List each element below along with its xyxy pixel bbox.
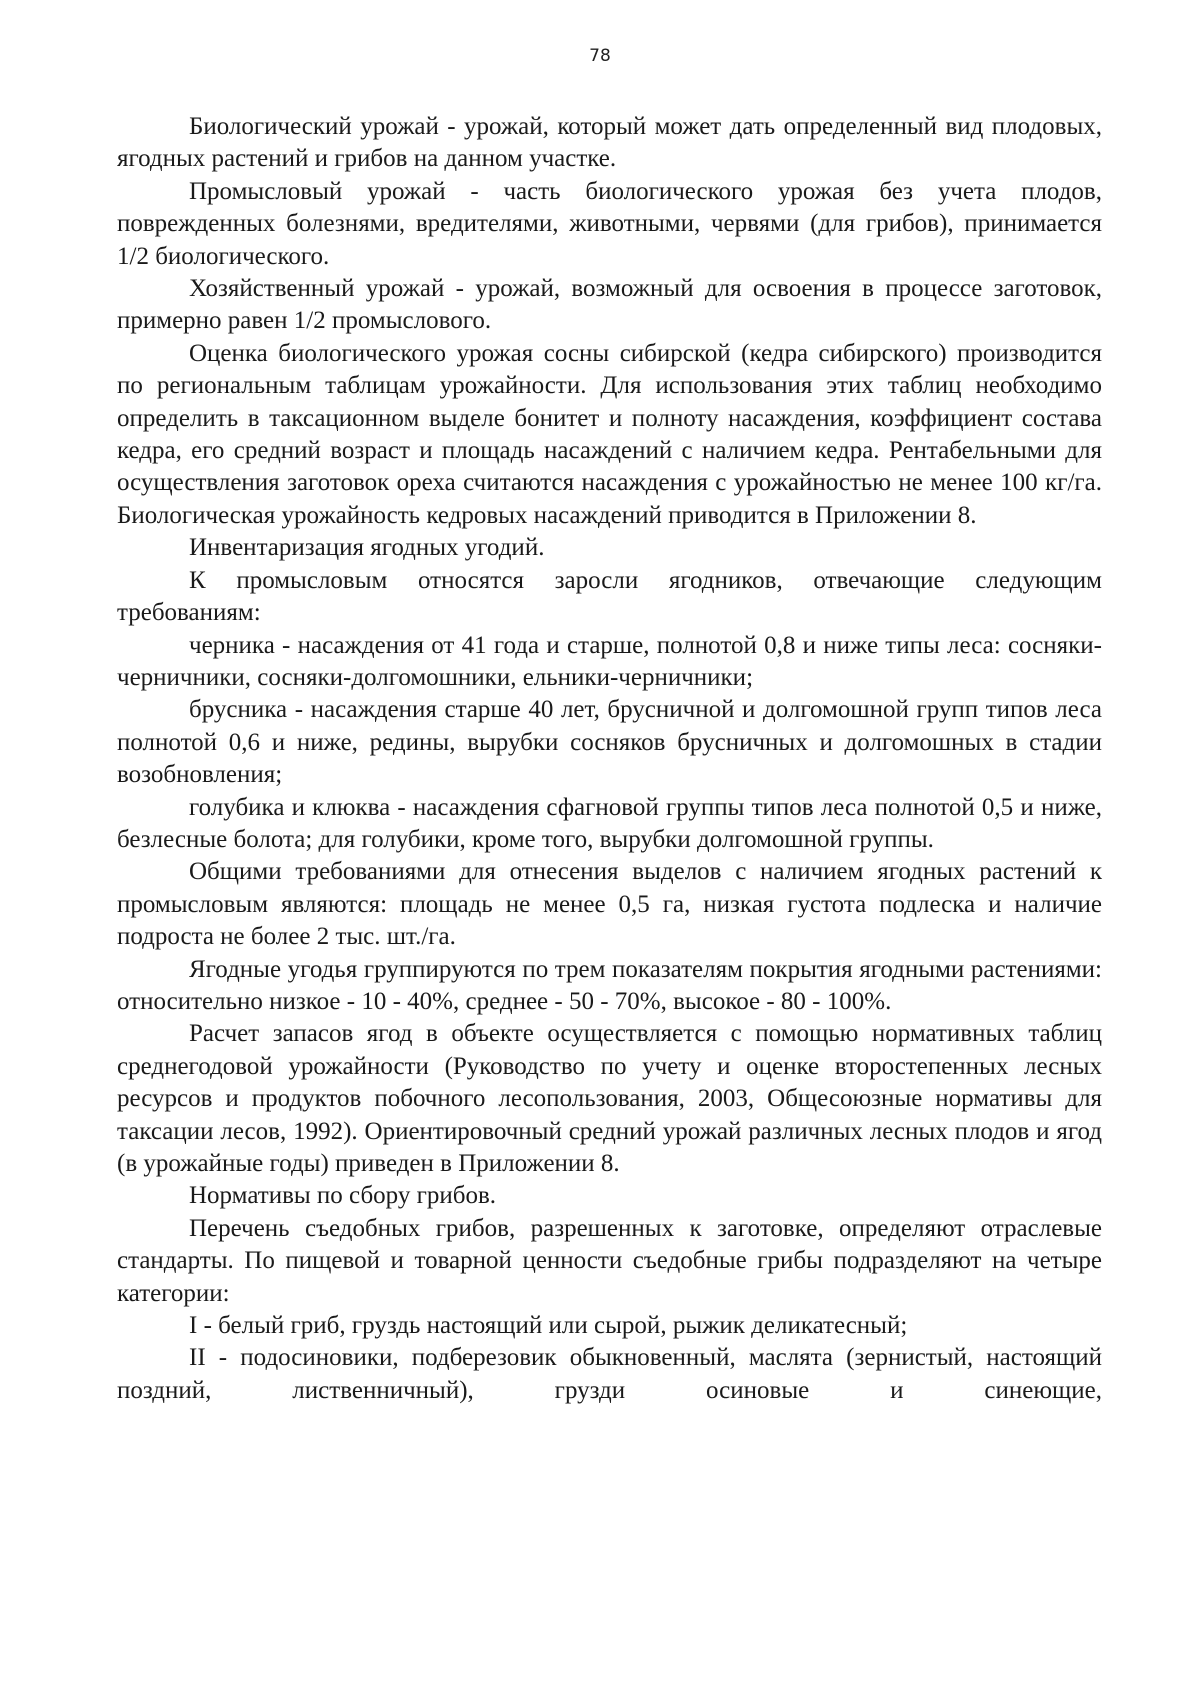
paragraph-bilberry: черника - насаждения от 41 года и старше, полнотой 0,8 и ниже типы леса: сосняки-черничники, сосняки-долгомошники, ельники-черничники; <box>117 631 1102 691</box>
paragraph-biological-yield: Биологический урожай - урожай, который может дать определенный вид плодовых, ягодных растений и грибов на данном участке. <box>117 113 1102 173</box>
paragraph-general-requirements: Общими требованиями для отнесения выделов с наличием ягодных растений к промысловым являются: площадь не менее 0,5 га, низкая густота подлеска и наличие подроста не более 2 тыс. шт./га. <box>117 858 1102 951</box>
paragraph-blueberry-cranberry: голубика и клюква - насаждения сфагновой группы типов леса полнотой 0,5 и ниже, безлесные болота; для голубики, кроме того, вырубки долгомошной группы. <box>117 793 1102 853</box>
paragraph-category-two: II - подосиновики, подберезовик обыкновенный, маслята (зернистый, настоящий поздний, лиственничный), грузди осиновые и синеющие, <box>117 1344 1102 1404</box>
paragraph-berry-requirements: К промысловым относятся заросли ягодников, отвечающие следующим требованиям: <box>117 566 1102 627</box>
paragraph-commercial-yield: Промысловый урожай - часть биологического урожая без учета плодов, поврежденных болезнями, вредителями, животными, червями (для грибов), принимается 1/2 биологического. <box>117 177 1102 270</box>
paragraph-berry-inventory-heading: Инвентаризация ягодных угодий. <box>189 534 545 562</box>
paragraph-lingonberry: брусника - насаждения старше 40 лет, брусничной и долгомошной групп типов леса полнотой 0,6 и ниже, редины, вырубки сосняков брусничных и долгомошных в стадии возобновления; <box>117 696 1102 789</box>
paragraph-berry-stock-calculation: Расчет запасов ягод в объекте осуществляется с помощью нормативных таблиц среднегодовой урожайности (Руководство по учету и оценке второстепенных лесных ресурсов и продуктов побочного лесопользования, 2003, Общесоюзные нормативы для таксации лесов, 1992). Ориентировочный средний урожай различных лесных плодов и ягод (в урожайные годы) приведен в Приложении 8. <box>117 1020 1102 1177</box>
paragraph-economic-yield: Хозяйственный урожай - урожай, возможный для освоения в процессе заготовок, примерно равен 1/2 промыслового. <box>117 275 1102 335</box>
paragraph-coverage-groups: Ягодные угодья группируются по трем показателям покрытия ягодными растениями: относительно низкое - 10 - 40%, среднее - 50 - 70%, высокое - 80 - 100%. <box>117 955 1102 1015</box>
paragraph-category-one: I - белый гриб, груздь настоящий или сырой, рыжик деликатесный; <box>189 1312 908 1340</box>
paragraph-mushroom-norms-heading: Нормативы по сбору грибов. <box>189 1182 497 1210</box>
paragraph-cedar-assessment: Оценка биологического урожая сосны сибирской (кедра сибирского) производится по региональным таблицам урожайности. Для использования этих таблиц необходимо определить в таксационном выделе бонитет и полноту насаждения, коэффициент состава кедра, его средний возраст и площадь насаждений с наличием кедра. Рентабельными для осуществления заготовок ореха считаются насаждения с урожайностью не менее 100 кг/га. Биологическая урожайность кедровых насаждений приводится в Приложении 8. <box>117 339 1102 529</box>
document-body <box>117 111 1102 1407</box>
paragraph-mushroom-categories: Перечень съедобных грибов, разрешенных к заготовке, определяют отраслевые стандарты. По пищевой и товарной ценности съедобные грибы подразделяют на четыре категории: <box>117 1214 1102 1307</box>
page-number: 78 <box>589 46 611 66</box>
